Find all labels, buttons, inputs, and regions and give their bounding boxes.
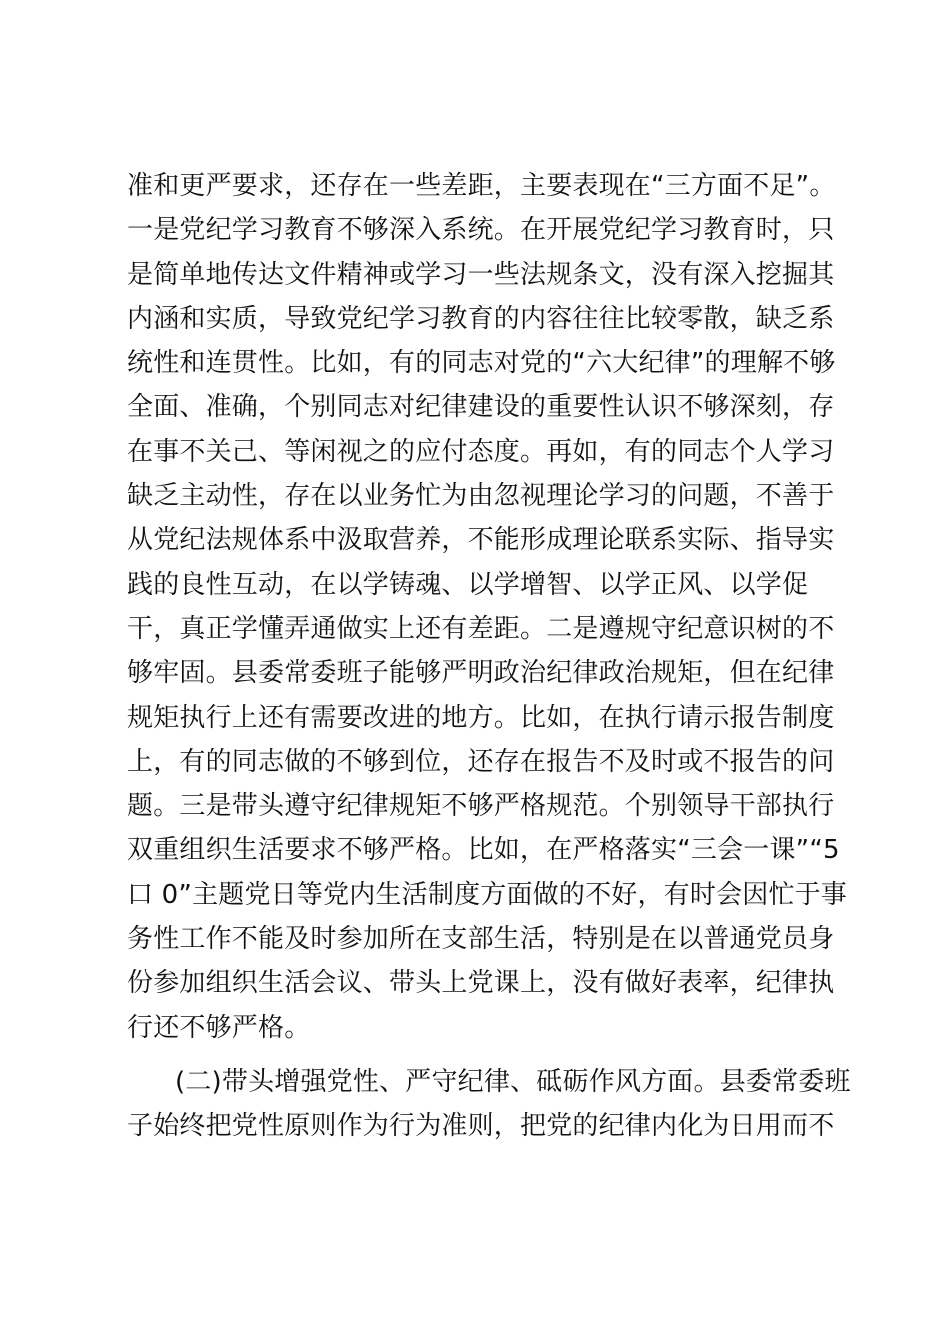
text-line: 干，真正学懂弄通做实上还有差距。二是遵规守纪意识树的不 [127,613,835,644]
paragraph-1 [127,164,848,1050]
paragraph-spacer [127,1050,827,1060]
text-line: 规矩执行上还有需要改进的地方。比如，在执行请示报告制度 [127,702,835,733]
text-line: 一是党纪学习教育不够深入系统。在开展党纪学习教育时，只 [127,215,835,246]
text-line: 缺乏主动性，存在以业务忙为由忽视理论学习的问题，不善于 [127,481,835,512]
text-line: 份参加组织生活会议、带头上党课上，没有做好表率，纪律执 [127,968,835,999]
text-line: 统性和连贯性。比如，有的同志对党的“六大纪律”的理解不够 [127,348,836,379]
text-line: 口 0”主题党日等党内生活制度方面做的不好，有时会因忙于事 [127,879,848,910]
text-line: 题。三是带头遵守纪律规矩不够严格规范。个别领导干部执行 [127,791,835,822]
paragraph-2 [127,1060,851,1149]
text-line: 从党纪法规体系中汲取营养，不能形成理论联系实际、指导实 [127,525,835,556]
text-line: 双重组织生活要求不够严格。比如，在严格落实“三会一课”“5 [127,835,840,866]
text-line: 践的良性互动，在以学铸魂、以学增智、以学正风、以学促 [127,569,809,600]
text-line: 务性工作不能及时参加所在支部生活，特别是在以普通党员身 [127,924,835,955]
text-line: 子始终把党性原则作为行为准则，把党的纪律内化为日用而不 [127,1111,835,1142]
text-line: 内涵和实质，导致党纪学习教育的内容往往比较零散，缺乏系 [127,303,835,334]
text-line: (二)带头增强党性、严守纪律、砥砺作风方面。县委常委班 [175,1066,851,1097]
text-line: 够牢固。县委常委班子能够严明政治纪律政治规矩，但在纪律 [127,658,835,689]
text-line: 是简单地传达文件精神或学习一些法规条文，没有深入挖掘其 [127,259,835,290]
text-line: 上，有的同志做的不够到位，还存在报告不及时或不报告的问 [127,746,835,777]
text-line: 在事不关己、等闲视之的应付态度。再如，有的同志个人学习 [127,436,835,467]
text-line: 准和更严要求，还存在一些差距，主要表现在“三方面不足”。 [127,171,836,201]
text-line: 全面、准确，个别同志对纪律建设的重要性认识不够深刻，存 [127,392,835,423]
text-line: 行还不够严格。 [127,1012,311,1043]
document-body [127,164,851,1149]
